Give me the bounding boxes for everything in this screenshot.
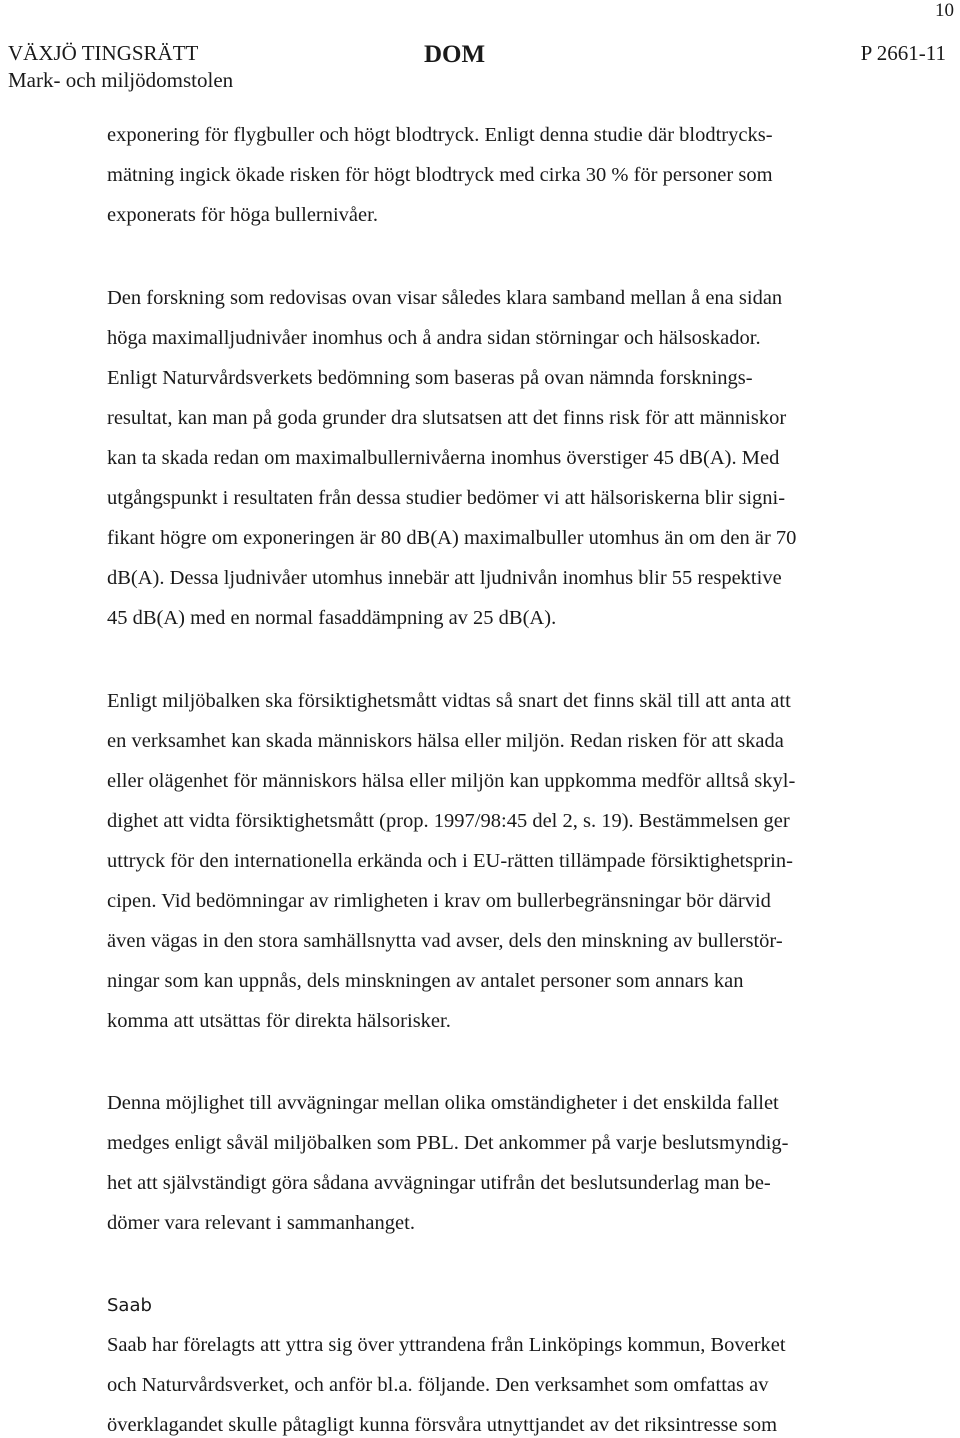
text-line: överklagandet skulle påtagligt kunna försvåra utnyttjandet av det riksintresse som xyxy=(107,1414,778,1436)
text-line: dB(A). Dessa ljudnivåer utomhus innebär att ljudnivån inomhus blir 55 respektive xyxy=(107,567,782,589)
page-number: 10 xyxy=(935,0,954,21)
court-division: Mark- och miljödomstolen xyxy=(8,68,234,92)
text-line: eller olägenhet för människors hälsa eller miljön kan uppkomma medför alltså skyl- xyxy=(107,770,796,792)
document-type: DOM xyxy=(424,41,486,68)
text-line: dighet att vidta försiktighetsmått (prop. 1997/98:45 del 2, s. 19). Bestämmelsen ger xyxy=(107,810,790,832)
text-line: höga maximalljudnivåer inomhus och å andra sidan störningar och hälsoskador. xyxy=(107,327,761,349)
text-line: ningar som kan uppnås, dels minskningen av antalet personer som annars kan xyxy=(107,970,744,992)
text-line: en verksamhet kan skada människors hälsa eller miljön. Redan risken för att skada xyxy=(107,730,784,752)
text-line: medges enligt såväl miljöbalken som PBL. Det ankommer på varje beslutsmyndig- xyxy=(107,1132,789,1154)
text-line: mätning ingick ökade risken för högt blodtryck med cirka 30 % för personer som xyxy=(107,164,773,186)
text-line: Enligt miljöbalken ska försiktighetsmått vidtas så snart det finns skäl till att anta att xyxy=(107,690,791,712)
case-number: P 2661-11 xyxy=(860,41,946,65)
text-line: resultat, kan man på goda grunder dra slutsatsen att det finns risk för att människor xyxy=(107,407,787,429)
text-line: Saab har förelagts att yttra sig över yttrandena från Linköpings kommun, Boverket xyxy=(107,1334,786,1356)
text-line: exponerats för höga bullernivåer. xyxy=(107,204,378,226)
text-line: kan ta skada redan om maximalbullernivåerna inomhus överstiger 45 dB(A). Med xyxy=(107,447,780,469)
court-title: VÄXJÖ TINGSRÄTT xyxy=(8,41,199,65)
text-line: dömer vara relevant i sammanhanget. xyxy=(107,1212,415,1234)
text-line: och Naturvårdsverket, och anför bl.a. följande. Den verksamhet som omfattas av xyxy=(107,1374,769,1396)
court-name xyxy=(8,40,233,94)
text-line: Denna möjlighet till avvägningar mellan olika omständigheter i det enskilda fallet xyxy=(107,1092,779,1114)
text-line: även vägas in den stora samhällsnytta vad avser, dels den minskning av bullerstör- xyxy=(107,930,783,952)
text-line: Enligt Naturvårdsverkets bedömning som baseras på ovan nämnda forsknings- xyxy=(107,367,753,389)
text-line: uttryck för den internationella erkända och i EU-rätten tillämpade försiktighetsprin- xyxy=(107,850,793,872)
text-line: utgångspunkt i resultaten från dessa studier bedömer vi att hälsoriskerna blir signi- xyxy=(107,487,786,509)
text-line: Den forskning som redovisas ovan visar således klara samband mellan å ena sidan xyxy=(107,287,783,309)
text-line: 45 dB(A) med en normal fasaddämpning av 25 dB(A). xyxy=(107,607,557,629)
text-line: komma att utsättas för direkta hälsorisker. xyxy=(107,1010,451,1032)
text-line: fikant högre om exponeringen är 80 dB(A) maximalbuller utomhus än om den är 70 xyxy=(107,527,797,549)
section-heading: Saab xyxy=(107,1295,152,1316)
text-line: exponering för flygbuller och högt blodtryck. Enligt denna studie där blodtrycks- xyxy=(107,124,773,146)
text-line: cipen. Vid bedömningar av rimligheten i krav om bullerbegränsningar bör därvid xyxy=(107,890,771,912)
text-line: het att självständigt göra sådana avvägningar utifrån det beslutsunderlag man be- xyxy=(107,1172,771,1194)
